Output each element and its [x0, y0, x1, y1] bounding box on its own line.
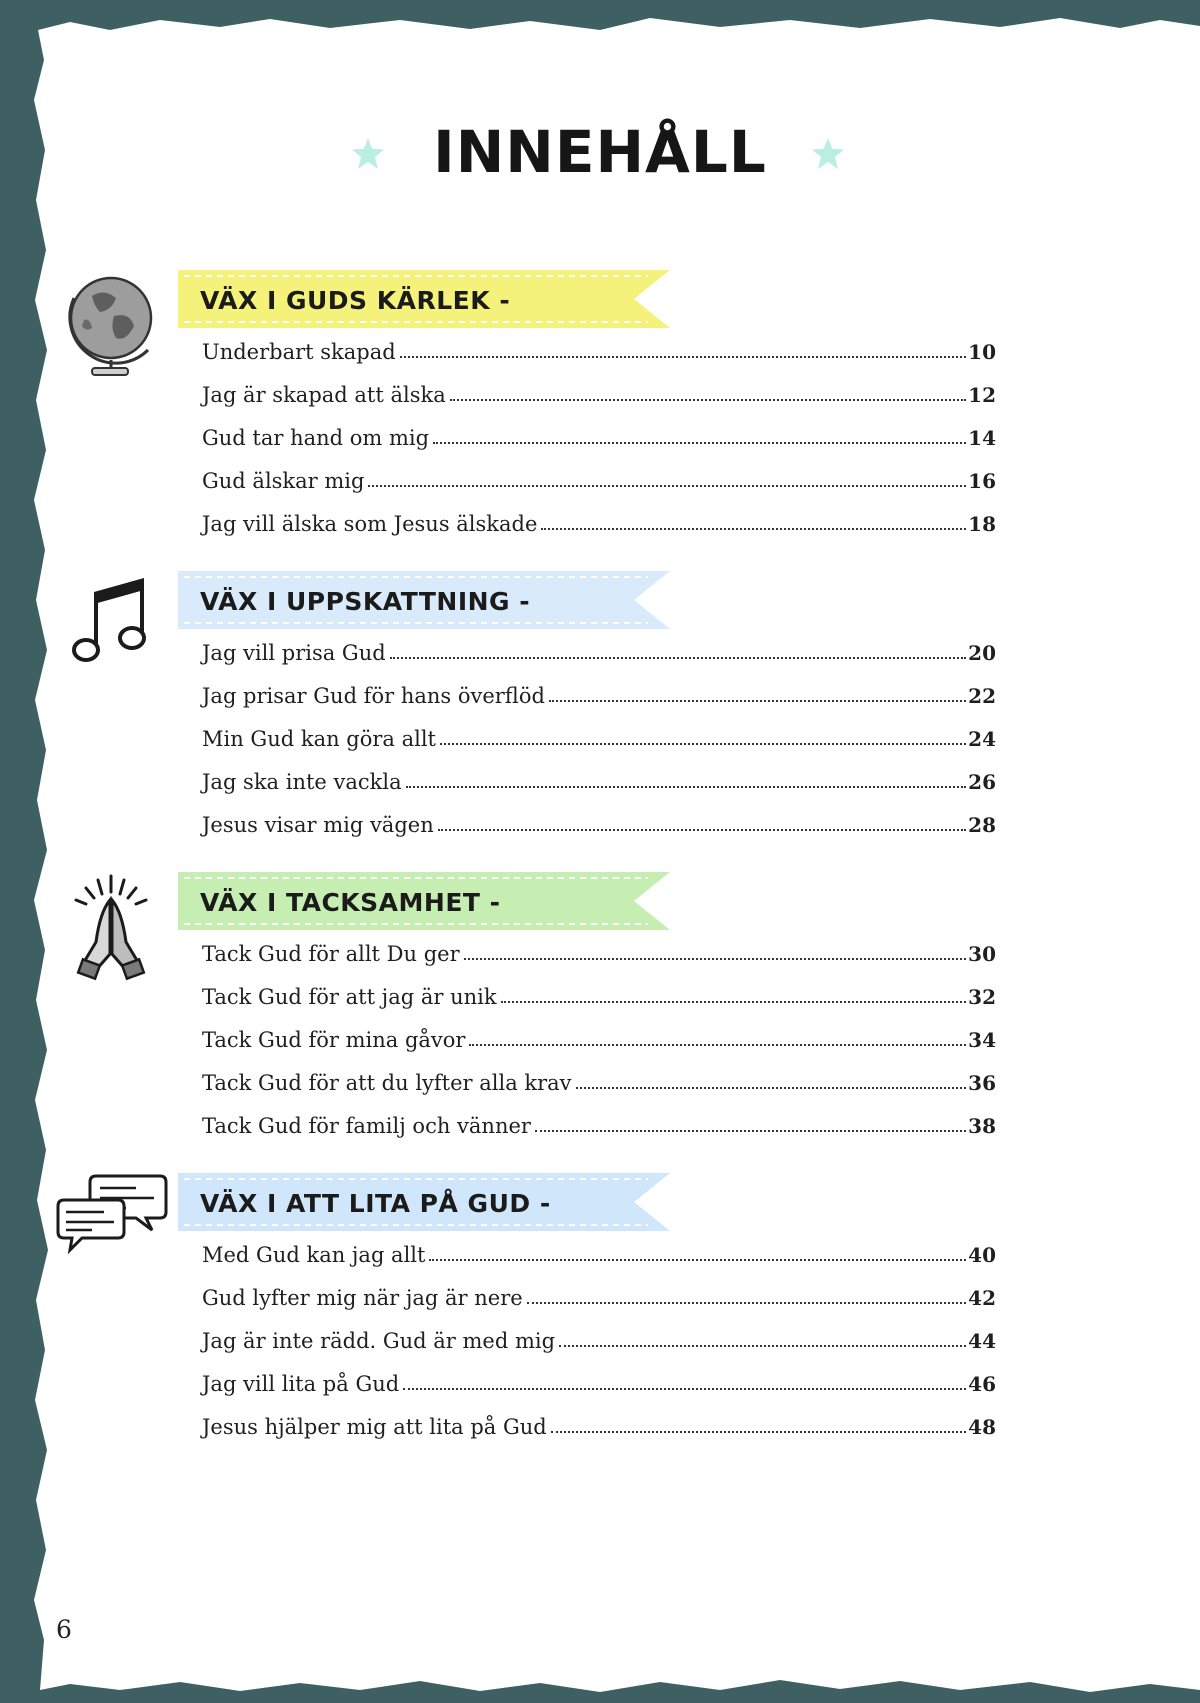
toc-entry[interactable]	[202, 1016, 996, 1052]
toc-entry-page: 46	[968, 1372, 996, 1396]
toc-entry-title: Med Gud kan jag allt	[202, 1243, 426, 1267]
dot-leader	[390, 656, 966, 659]
toc-entry[interactable]	[202, 715, 996, 751]
dot-leader	[440, 742, 966, 745]
praying-hands-icon	[70, 872, 152, 982]
dot-leader	[406, 785, 967, 788]
globe-icon	[64, 268, 160, 378]
toc-entry-page: 12	[968, 383, 996, 407]
toc-entry-page: 44	[968, 1329, 996, 1353]
toc-entry[interactable]	[202, 500, 996, 536]
toc-entry-page: 24	[968, 727, 996, 751]
toc-entry-title: Tack Gud för att jag är unik	[202, 985, 497, 1009]
toc-entry[interactable]	[202, 629, 996, 665]
dot-leader	[438, 828, 966, 831]
toc-entry-title: Tack Gud för att du lyfter alla krav	[202, 1071, 572, 1095]
toc-entry-page: 32	[968, 985, 996, 1009]
dot-leader	[576, 1086, 967, 1089]
toc-entry[interactable]	[202, 371, 996, 407]
dot-leader	[535, 1129, 966, 1132]
toc-entry-title: Jag är skapad att älska	[202, 383, 446, 407]
toc-entry-title: Jag vill lita på Gud	[202, 1372, 400, 1396]
toc-entry[interactable]	[202, 1317, 996, 1353]
toc-entry[interactable]	[202, 1403, 996, 1439]
toc-entry-page: 26	[968, 770, 996, 794]
toc-entry-title: Jag prisar Gud för hans överflöd	[202, 684, 545, 708]
toc-entry-title: Tack Gud för mina gåvor	[202, 1028, 466, 1052]
toc-entry[interactable]	[202, 758, 996, 794]
toc-entry[interactable]	[202, 328, 996, 364]
chat-bubbles-icon	[56, 1172, 168, 1254]
toc-entry-title: Gud tar hand om mig	[202, 426, 430, 450]
dot-leader	[464, 957, 967, 960]
section-heading: VÄX I UPPSKATTNING -	[200, 587, 531, 616]
toc-entry-page: 48	[968, 1415, 996, 1439]
toc-entry[interactable]	[202, 1059, 996, 1095]
toc-entry[interactable]	[202, 414, 996, 450]
dot-leader	[400, 355, 966, 358]
toc-entry-page: 28	[968, 813, 996, 837]
toc-entry-page: 10	[968, 340, 996, 364]
toc-entry[interactable]	[202, 1274, 996, 1310]
section-heading: VÄX I GUDS KÄRLEK -	[200, 286, 511, 315]
toc-entry[interactable]	[202, 457, 996, 493]
dot-leader	[541, 527, 966, 530]
dot-leader	[433, 441, 966, 444]
toc-entry-page: 34	[968, 1028, 996, 1052]
dot-leader	[368, 484, 966, 487]
dot-leader	[559, 1344, 966, 1347]
section-heading: VÄX I TACKSAMHET -	[200, 888, 501, 917]
dot-leader	[549, 699, 966, 702]
toc-entry-title: Underbart skapad	[202, 340, 396, 364]
dot-leader	[450, 398, 966, 401]
toc-entry-title: Jesus visar mig vägen	[202, 813, 434, 837]
toc-entry-page: 42	[968, 1286, 996, 1310]
dot-leader	[527, 1301, 966, 1304]
music-note-icon	[70, 570, 154, 666]
title-container	[0, 118, 1200, 186]
toc-entry[interactable]	[202, 672, 996, 708]
toc-entry[interactable]	[202, 1102, 996, 1138]
page-number: 6	[56, 1615, 72, 1644]
toc-entry-page: 30	[968, 942, 996, 966]
toc-entry-page: 16	[968, 469, 996, 493]
dot-leader	[429, 1258, 966, 1261]
toc-entry-title: Jag ska inte vackla	[202, 770, 402, 794]
toc-entry-title: Gud älskar mig	[202, 469, 365, 493]
toc-entry-page: 18	[968, 512, 996, 536]
toc-entry-page: 22	[968, 684, 996, 708]
toc-entry[interactable]	[202, 1231, 996, 1267]
toc-entry[interactable]	[202, 973, 996, 1009]
dot-leader	[403, 1387, 966, 1390]
toc-entry-page: 20	[968, 641, 996, 665]
toc-entry-page: 38	[968, 1114, 996, 1138]
toc-entry-title: Jesus hjälper mig att lita på Gud	[202, 1415, 547, 1439]
toc-entry-page: 40	[968, 1243, 996, 1267]
toc-entry-title: Min Gud kan göra allt	[202, 727, 436, 751]
dot-leader	[551, 1430, 966, 1433]
toc-entry[interactable]	[202, 801, 996, 837]
toc-entry-page: 14	[968, 426, 996, 450]
toc-entry-title: Tack Gud för allt Du ger	[202, 942, 460, 966]
page-title: INNEHÅLL	[433, 118, 767, 186]
toc-entry-title: Tack Gud för familj och vänner	[202, 1114, 531, 1138]
section-heading: VÄX I ATT LITA PÅ GUD -	[200, 1189, 551, 1218]
toc-entry[interactable]	[202, 930, 996, 966]
toc-entry-title: Jag vill prisa Gud	[202, 641, 386, 665]
dot-leader	[501, 1000, 967, 1003]
toc-entry-title: Gud lyfter mig när jag är nere	[202, 1286, 523, 1310]
toc-entry-page: 36	[968, 1071, 996, 1095]
toc-entry-title: Jag är inte rädd. Gud är med mig	[202, 1329, 556, 1353]
toc-entry-title: Jag vill älska som Jesus älskade	[202, 512, 538, 536]
toc-entry[interactable]	[202, 1360, 996, 1396]
dot-leader	[469, 1043, 966, 1046]
